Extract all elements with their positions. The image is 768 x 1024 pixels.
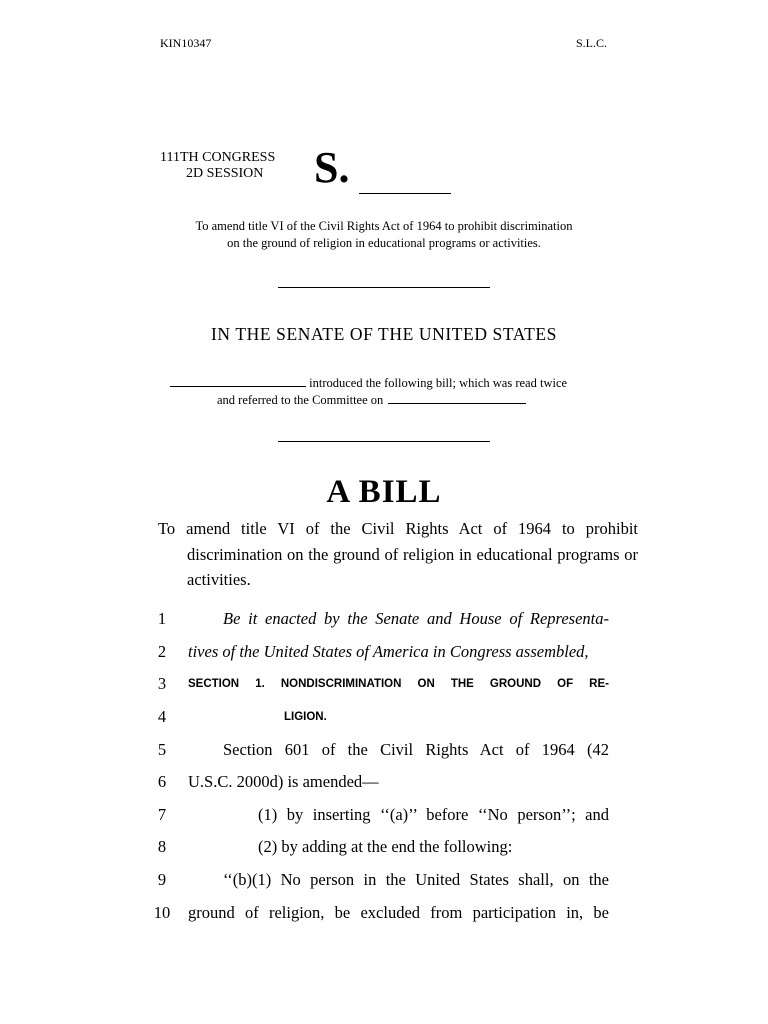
line-number: 8 bbox=[157, 837, 167, 856]
caption-line-1: To amend title VI of the Civil Rights Act of 1964 to prohibit discrimination bbox=[195, 219, 573, 233]
body-line: ground of religion, be excluded from participation in, be bbox=[188, 903, 609, 922]
bill-heading: A BILL bbox=[326, 474, 442, 510]
line-number: 4 bbox=[157, 707, 167, 726]
section-heading-line: LIGION. bbox=[284, 711, 327, 723]
bill-prefix: S. bbox=[314, 143, 350, 192]
body-line: (2) by adding at the end the following: bbox=[258, 837, 513, 856]
introduction-line-2 bbox=[217, 393, 526, 408]
enacting-clause-line: Be it enacted by the Senate and House of Representa- bbox=[223, 609, 609, 628]
introduction-text-2: and referred to the Committee on bbox=[217, 393, 384, 407]
divider-top bbox=[278, 287, 490, 288]
line-number: 7 bbox=[157, 805, 167, 824]
sponsor-blank bbox=[170, 376, 306, 387]
session-label: 2D SESSION bbox=[186, 166, 264, 181]
long-title: To amend title VI of the Civil Rights Act of 1964 to prohibit discrimination on the ground of religion in educational programs or activities. bbox=[158, 519, 638, 589]
congress-number: 111TH CONGRESS bbox=[160, 150, 276, 165]
line-number: 10 bbox=[153, 903, 171, 922]
enacting-clause-line: tives of the United States of America in Congress assembled, bbox=[188, 642, 589, 661]
line-number: 9 bbox=[157, 870, 167, 889]
body-line: (1) by inserting ‘‘(a)’’ before ‘‘No person’’; and bbox=[258, 805, 609, 824]
caption-line-2: on the ground of religion in educational programs or activities. bbox=[227, 236, 541, 250]
slc-mark: S.L.C. bbox=[576, 36, 608, 50]
introduction-line-1 bbox=[170, 376, 567, 391]
bill-number-blank bbox=[359, 193, 451, 194]
body-line: Section 601 of the Civil Rights Act of 1964 (42 bbox=[223, 740, 609, 759]
line-number: 6 bbox=[157, 772, 167, 791]
document-id: KIN10347 bbox=[160, 36, 212, 50]
senate-heading: IN THE SENATE OF THE UNITED STATES bbox=[211, 324, 557, 344]
line-number: 5 bbox=[157, 740, 167, 759]
line-number: 2 bbox=[157, 642, 167, 661]
line-number: 3 bbox=[157, 674, 167, 693]
committee-blank bbox=[388, 393, 526, 404]
body-line: U.S.C. 2000d) is amended— bbox=[188, 772, 379, 791]
section-heading-line: SECTION 1. NONDISCRIMINATION ON THE GROUND OF RE- bbox=[188, 678, 609, 690]
line-number: 1 bbox=[157, 609, 167, 628]
divider-bottom bbox=[278, 441, 490, 442]
introduction-text-1: introduced the following bill; which was read twice bbox=[309, 376, 568, 390]
body-line: ‘‘(b)(1) No person in the United States shall, on the bbox=[223, 870, 609, 889]
